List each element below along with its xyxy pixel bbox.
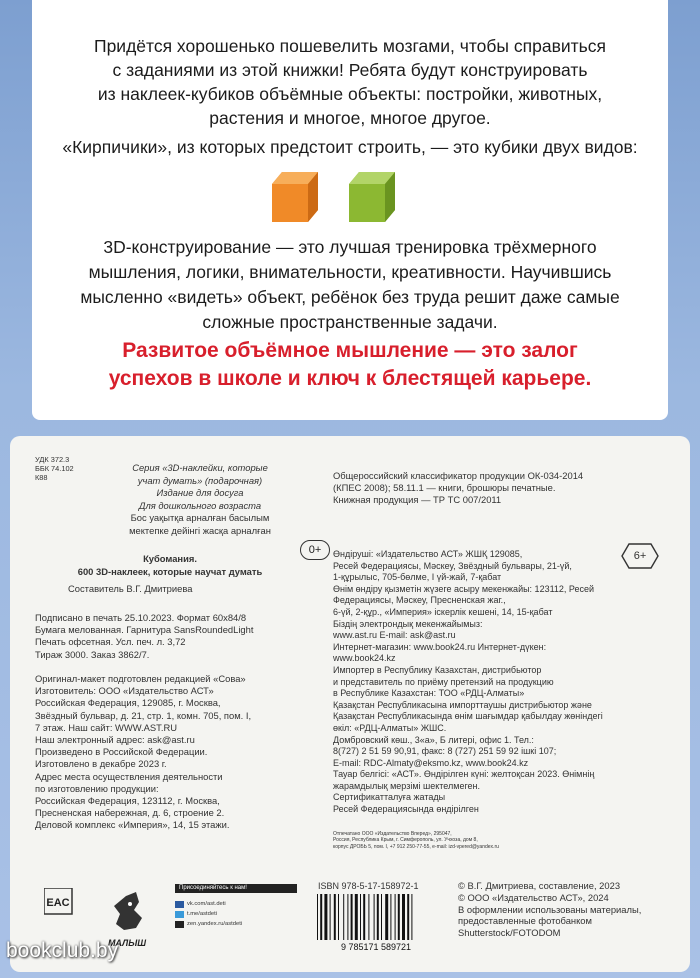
kz-line: Біздің электрондық мекенжайымыз: bbox=[333, 618, 483, 629]
age-rating-left: 0+ bbox=[300, 540, 330, 560]
social-link-text: vk.com/ast.deti bbox=[187, 901, 226, 907]
barcode-bar bbox=[347, 894, 348, 940]
kz-line: Қазақстан Республикасында өнім шағымдар қабылдау жөніндегі bbox=[333, 711, 603, 722]
slogan-line: успехов в школе и ключ к блестящей карьере. bbox=[108, 367, 592, 390]
intro-line: растения и многое, многое другое. bbox=[209, 108, 491, 128]
publisher-line: Российская Федерация, 123112, г. Москва, bbox=[35, 795, 220, 807]
green-cube-image bbox=[347, 170, 397, 224]
kz-line: и представитель по приёму претензий на продукцию bbox=[333, 676, 554, 687]
benefits-paragraph bbox=[40, 235, 660, 335]
copyright-line: Shutterstock/FOTODOM bbox=[458, 927, 561, 939]
kz-line: Өндіруші: «Издательство АСТ» ЖШҚ 129085, bbox=[333, 549, 523, 559]
slogan-line: Развитое объёмное мышление — это залог bbox=[122, 339, 578, 362]
copyright-line: предоставленные фотобанком bbox=[458, 915, 592, 927]
series-line: Для дошкольного возраста bbox=[138, 499, 262, 511]
copyright-line: © ООО «Издательство АСТ», 2024 bbox=[458, 891, 609, 903]
barcode-bar bbox=[330, 894, 331, 940]
kz-line: Импортер в Республику Казахстан, дистрибьютор bbox=[333, 664, 542, 675]
barcode-bar bbox=[355, 894, 358, 940]
barcode-bar bbox=[381, 894, 382, 940]
publisher-line: Изготовлено в декабре 2023 г. bbox=[35, 758, 167, 770]
age-rating-right: 6+ bbox=[633, 550, 647, 562]
bricks-text: «Кирпичики», из которых предстоит строить, — это кубики двух видов: bbox=[62, 137, 638, 157]
book-title-line: 600 3D-наклеек, которые научат думать bbox=[77, 565, 263, 577]
publisher-line: Пресненская набережная, д. 6, строение 2. bbox=[35, 807, 225, 819]
kz-line: Ресей Федерациясы, Мәскеу, Звёздный бульвары, 21-үй, bbox=[333, 560, 572, 571]
isbn: ISBN 978-5-17-158972-1 bbox=[318, 881, 419, 891]
orange-cube-image bbox=[270, 170, 320, 224]
publisher-line: Звёздный бульвар, д. 21, стр. 1, комн. 705, пом. I, bbox=[35, 709, 252, 721]
social-join-label: Присоединяйтесь к нам! bbox=[175, 884, 297, 893]
udk-code: УДК 372.3 bbox=[35, 455, 70, 464]
slogan bbox=[40, 337, 660, 393]
kz-line: Ресей Федерациясында өндірілген bbox=[333, 804, 479, 815]
kz-line: Федерациясы, Мәскеу, Пресненская жаг., bbox=[333, 595, 506, 606]
barcode-bar bbox=[398, 894, 400, 940]
print-line: Тираж 3000. Заказ 3862/7. bbox=[35, 648, 150, 660]
classifier-line: (КПЕС 2008); 58.11.1 — книги, брошюры печатные. bbox=[333, 482, 556, 494]
classifier-line: Книжная продукция — ТР ТС 007/2011 bbox=[333, 494, 502, 506]
eac-mark: EAC bbox=[46, 897, 70, 909]
kz-line: жарамдылық мерзімі шектелмеген. bbox=[333, 780, 481, 791]
classifier-info bbox=[333, 470, 583, 507]
kz-line: Қазақстан Республикасына импорттаушы дистрибьютор және bbox=[333, 699, 592, 710]
kz-line: 1-құрылыс, 705-бөлме, I үй-жай, 7-қабат bbox=[333, 572, 502, 583]
copyright-line: В оформлении использованы материалы, bbox=[458, 903, 642, 915]
print-line: Подписано в печать 25.10.2023. Формат 60x84/8 bbox=[35, 612, 247, 623]
book-title bbox=[40, 553, 300, 578]
kz-line: өкіл: «РДЦ-Алматы» ЖШС. bbox=[333, 722, 447, 733]
compiler: Составитель В.Г. Дмитриева bbox=[68, 583, 193, 594]
social-link-vk[interactable] bbox=[175, 901, 297, 908]
kz-line: www.book24.kz bbox=[333, 653, 396, 664]
book-title-line: Кубомания. bbox=[143, 553, 197, 564]
publisher-line: Произведено в Российской Федерации. bbox=[35, 746, 208, 758]
barcode-bar bbox=[351, 894, 353, 940]
social-block bbox=[175, 884, 297, 958]
benefits-line: мысленно «видеть» объект, ребёнок без труда решит даже самые bbox=[80, 287, 620, 307]
intro-line: из наклеек-кубиков объёмные объекты: постройки, животных, bbox=[97, 84, 603, 104]
copyright-line: © В.Г. Дмитриева, составление, 2023 bbox=[458, 880, 621, 891]
publisher-line: Изготовитель: ООО «Издательство АСТ» bbox=[35, 685, 214, 697]
print-info bbox=[35, 612, 253, 661]
kz-line: 6-үй, 2-құр., «Империя» іскерлік кешені, 14, 15-қабат bbox=[333, 606, 553, 617]
series-line: Серия «3D-наклейки, которые bbox=[132, 462, 268, 473]
series-line: учат думать» (подарочная) bbox=[137, 474, 263, 486]
printed-at-line: Россия, Республика Крым, г. Симферополь, ул. Учхоза, дом 8, bbox=[333, 837, 478, 844]
benefits-line: 3D-конструирование — это лучшая тренировка трёхмерного bbox=[103, 237, 597, 257]
intro-line: Придётся хорошенько пошевелить мозгами, чтобы справиться bbox=[93, 36, 606, 56]
intro-line: с заданиями из этой книжки! Ребята будут конструировать bbox=[112, 60, 588, 80]
publisher-line: Оригинал-макет подготовлен редакцией «Сова» bbox=[35, 673, 246, 684]
social-link-telegram[interactable] bbox=[175, 911, 297, 918]
printed-at-line: Отпечатано ООО «Издательство Вперед», 295047, bbox=[333, 831, 452, 837]
barcode-bar bbox=[402, 894, 405, 940]
barcode bbox=[313, 894, 439, 952]
barcode-bar bbox=[343, 894, 344, 940]
publisher-line: Российская Федерация, 129085, г. Москва, bbox=[35, 697, 221, 709]
k-code: К88 bbox=[35, 473, 48, 482]
kz-line: в Республике Казахстан: ТОО «РДЦ-Алматы» bbox=[333, 688, 525, 699]
barcode-bar bbox=[338, 894, 339, 940]
zen-icon bbox=[175, 921, 184, 928]
series-info bbox=[100, 462, 300, 537]
barcode-bar bbox=[324, 894, 327, 940]
printed-at bbox=[333, 831, 499, 850]
barcode-digits: 9 785171 589721 bbox=[340, 942, 412, 952]
kz-line: Өнім өндіру қызметін жүзеге асыру мекенжайы: 123112, Ресей bbox=[333, 583, 595, 594]
classification-codes bbox=[35, 455, 74, 482]
publisher-line: Деловой комплекс «Империя», 14, 15 этажи. bbox=[35, 819, 230, 831]
barcode-bar bbox=[377, 894, 379, 940]
malysh-logo-text: МАЛЫШ bbox=[107, 938, 147, 948]
social-link-text: t.me/astdeti bbox=[187, 911, 217, 917]
barcode-bar bbox=[320, 894, 322, 940]
barcode-bar bbox=[411, 894, 412, 940]
kz-line: E-mail: RDC-Almaty@eksmo.kz, www.book24.kz bbox=[333, 757, 529, 768]
kz-line: Домбровский көш., 3«а», Б литері, офис 1. Тел.: bbox=[333, 734, 534, 745]
printed-at-line: корпус ДРОБЬ 5, пом. I, +7 912 250-77-55, e-mail: izd-vpered@yandex.ru bbox=[333, 843, 499, 850]
bbk-code: ББК 74.102 bbox=[35, 464, 74, 473]
barcode-bar bbox=[385, 894, 388, 940]
benefits-line: сложные пространственные задачи. bbox=[202, 312, 498, 332]
kz-line: www.ast.ru E-mail: ask@ast.ru bbox=[333, 630, 456, 641]
barcode-bar bbox=[368, 894, 369, 940]
kz-info bbox=[333, 549, 603, 816]
series-line: Бос уақытқа арналған басылым bbox=[130, 512, 270, 523]
cat-icon bbox=[114, 892, 142, 930]
series-line: мектепке дейінгі жасқа арналған bbox=[129, 524, 271, 536]
kz-line: Сертификатталуға жатады bbox=[333, 792, 446, 803]
kz-line: 8(727) 2 51 59 90,91, факс: 8 (727) 251 59 92 ішкі 107; bbox=[333, 746, 557, 757]
print-line: Печать офсетная. Усл. печ. л. 3,72 bbox=[35, 636, 186, 648]
intro-paragraph bbox=[50, 34, 650, 130]
kz-line: Тауар белгісі: «АСТ». Өндірілген күні: желтоқсан 2023. Өнімнің bbox=[333, 769, 595, 780]
barcode-bar bbox=[363, 894, 365, 940]
publisher-line: 7 этаж. Наш сайт: WWW.AST.RU bbox=[35, 721, 177, 733]
barcode-bar bbox=[395, 894, 396, 940]
classifier-line: Общероссийский классификатор продукции ОК-034-2014 bbox=[333, 470, 584, 481]
kz-line: Интернет-магазин: www.book24.ru Интернет-дүкен: bbox=[333, 641, 547, 652]
series-line: Издание для досуга bbox=[156, 487, 244, 498]
vk-icon bbox=[175, 901, 184, 908]
barcode-bar bbox=[334, 894, 336, 940]
telegram-icon bbox=[175, 911, 184, 918]
benefits-line: мышления, логики, внимательности, креативности. Научившись bbox=[88, 262, 612, 282]
copyright bbox=[458, 880, 641, 939]
publisher-line: Наш электронный адрес: ask@ast.ru bbox=[35, 734, 195, 746]
publisher-line: по изготовлению продукции: bbox=[35, 782, 159, 794]
publisher-line: Адрес места осуществления деятельности bbox=[35, 770, 223, 782]
watermark: bookclub.by bbox=[6, 939, 119, 962]
print-line: Бумага мелованная. Гарнитура SansRoundedLight bbox=[35, 624, 254, 636]
social-link-text: zen.yandex.ru/astdeti bbox=[187, 921, 243, 927]
publisher-info bbox=[35, 673, 251, 832]
barcode-bar bbox=[317, 894, 318, 940]
barcode-bar bbox=[360, 894, 361, 940]
barcode-bar bbox=[374, 894, 375, 940]
social-link-zen[interactable] bbox=[175, 921, 297, 928]
barcode-bar bbox=[390, 894, 391, 940]
barcode-bar bbox=[407, 894, 409, 940]
